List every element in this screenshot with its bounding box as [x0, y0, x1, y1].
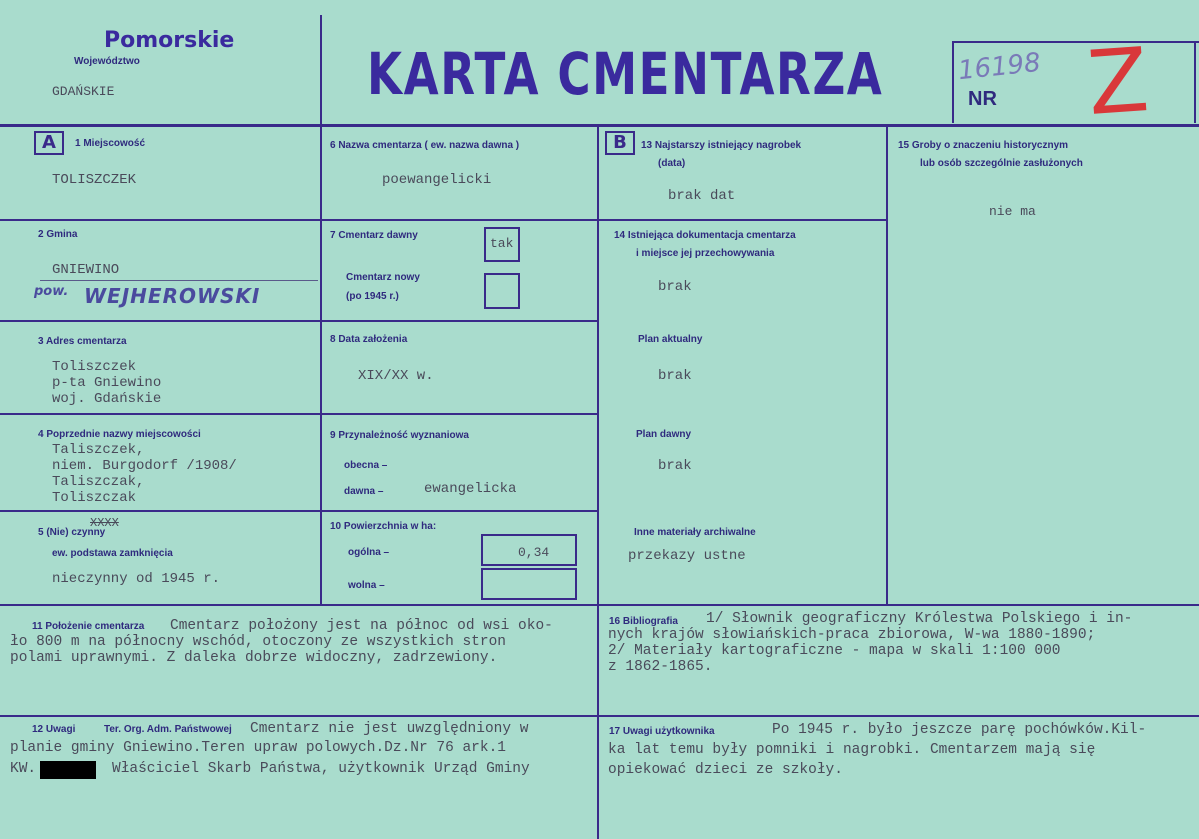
f9-former-value: ewangelicka: [424, 481, 517, 497]
red-letter-z: Z: [1084, 28, 1152, 135]
f15-value: nie ma: [989, 204, 1036, 219]
f4-value: Taliszczek, niem. Burgodorf /1908/ Taliszczak, Toliszczak: [52, 442, 237, 506]
f2-pow-prefix: pow.: [34, 284, 69, 299]
wojewodztwo-label: Województwo: [74, 56, 140, 67]
f17-value-rest: ka lat temu były pomniki i nagrobki. Cmentarzem mają się opiekować dzieci ze szkoły.: [608, 742, 1096, 778]
f3-value: Toliszczek p-ta Gniewino woj. Gdańskie: [52, 359, 162, 407]
f16-value-first: 1/ Słownik geograficzny Królestwa Polskiego i in-: [706, 611, 1133, 627]
f14-plan-old-value: brak: [658, 458, 692, 474]
f15-label-1: 15 Groby o znaczeniu historycznym: [898, 140, 1069, 151]
f6-label: 6 Nazwa cmentarza ( ew. nazwa dawna ): [330, 140, 520, 151]
redaction-bar: [40, 761, 96, 779]
f9-label: 9 Przynależność wyznaniowa: [330, 430, 469, 441]
f7-new-box: [484, 273, 520, 309]
rule-mid-bottom: [0, 604, 1199, 606]
rule-row4: [0, 510, 599, 512]
f8-label: 8 Data założenia: [330, 334, 408, 345]
f1-value: TOLISZCZEK: [52, 172, 137, 188]
f7-old-value: tak: [490, 236, 514, 251]
f11-label: 11 Położenie cmentarza: [32, 621, 145, 632]
f2-label: 2 Gmina: [38, 229, 78, 240]
f5-label-b: ew. podstawa zamknięcia: [52, 548, 173, 559]
f14-label-2: i miejsce jej przechowywania: [636, 248, 775, 259]
nr-label: NR: [968, 88, 997, 110]
f5-label-a: 5 (Nie) czynny: [38, 527, 106, 538]
section-a-box: A: [34, 131, 64, 155]
rule-col3: [886, 124, 888, 606]
f5-value: nieczynny od 1945 r.: [52, 571, 221, 587]
f16-label: 16 Bibliografia: [609, 616, 678, 627]
section-b-box: B: [605, 131, 635, 155]
f2-pow-value: WEJHEROWSKI: [84, 284, 261, 308]
f12-value-kw: KW.: [10, 761, 37, 777]
f7-label-new-2: (po 1945 r.): [346, 291, 399, 302]
f14-label-1: 14 Istniejąca dokumentacja cmentarza: [614, 230, 796, 241]
rule-row1: [0, 219, 887, 221]
f17-label: 17 Uwagi użytkownika: [609, 726, 715, 737]
f11-value-rest: ło 800 m na północny wschód, otoczony ze wszystkich stron polami uprawnymi. Z daleka dobrze widoczny, zadrzewiony.: [10, 634, 506, 666]
f7-label-old: 7 Cmentarz dawny: [330, 230, 418, 241]
f14-plan-current-label: Plan aktualny: [638, 334, 703, 345]
f12-label-sub: Ter. Org. Adm. Państwowej: [104, 724, 232, 735]
nr-box-line: [952, 41, 1199, 43]
f14-plan-old-label: Plan dawny: [636, 429, 692, 440]
f16-value-rest: nych krajów słowiańskich-praca zbiorowa, W-wa 1880-1890; 2/ Materiały kartograficzne - mapa w skali 1:100 000 z 1862-1865.: [608, 627, 1096, 675]
f14-other-value: przekazy ustne: [628, 548, 746, 564]
f12-value-line2: planie gminy Gniewino.Teren upraw polowych.Dz.Nr 76 ark.1: [10, 740, 506, 756]
province-stamp: Pomorskie: [104, 28, 235, 53]
f3-label: 3 Adres cmentarza: [38, 336, 127, 347]
f10-free-box: [481, 568, 577, 600]
page-title: KARTA CMENTARZA: [367, 40, 884, 108]
f9-former-label: dawna –: [344, 486, 384, 497]
f14-plan-current-value: brak: [658, 368, 692, 384]
rule-col1: [320, 124, 322, 606]
f14-value: brak: [658, 279, 692, 295]
rule-header-bottom: [0, 124, 1199, 127]
f12-value-first: Cmentarz nie jest uwzględniony w: [250, 721, 529, 737]
rule-col2: [597, 124, 599, 839]
f12-value-line3: Właściciel Skarb Państwa, użytkownik Urząd Gminy: [112, 761, 530, 777]
wojewodztwo-value: GDAŃSKIE: [52, 84, 115, 99]
f13-label-2: (data): [658, 158, 686, 169]
rule-lower: [0, 715, 1199, 717]
f2-underline: [40, 280, 318, 281]
f13-label-1: 13 Najstarszy istniejący nagrobek: [641, 140, 802, 151]
f9-current-label: obecna –: [344, 460, 388, 471]
f10-total-label: ogólna –: [348, 547, 390, 558]
rule-row2: [0, 320, 599, 322]
f8-value: XIX/XX w.: [358, 368, 434, 384]
f6-value: poewangelicki: [382, 172, 492, 188]
f10-total-value: 0,34: [518, 545, 550, 560]
f1-label: 1 Miejscowość: [75, 138, 146, 149]
f7-label-new-1: Cmentarz nowy: [346, 272, 420, 283]
f10-free-label: wolna –: [348, 580, 385, 591]
rule-top-vertical: [320, 15, 322, 125]
f15-label-2: lub osób szczególnie zasłużonych: [920, 158, 1083, 169]
f4-label: 4 Poprzednie nazwy miejscowości: [38, 429, 201, 440]
f11-value-first: Cmentarz położony jest na północ od wsi oko-: [170, 618, 553, 634]
rule-row3: [0, 413, 599, 415]
f12-label: 12 Uwagi: [32, 724, 76, 735]
f10-label: 10 Powierzchnia w ha:: [330, 521, 437, 532]
f5-struck: XXXX: [90, 516, 119, 530]
f14-other-label: Inne materiały archiwalne: [634, 527, 756, 538]
f17-value-first: Po 1945 r. było jeszcze parę pochówków.Kil-: [772, 722, 1147, 738]
f13-value: brak dat: [668, 188, 736, 204]
nr-handwritten: 16198: [956, 47, 1043, 87]
f2-value: GNIEWINO: [52, 262, 120, 278]
